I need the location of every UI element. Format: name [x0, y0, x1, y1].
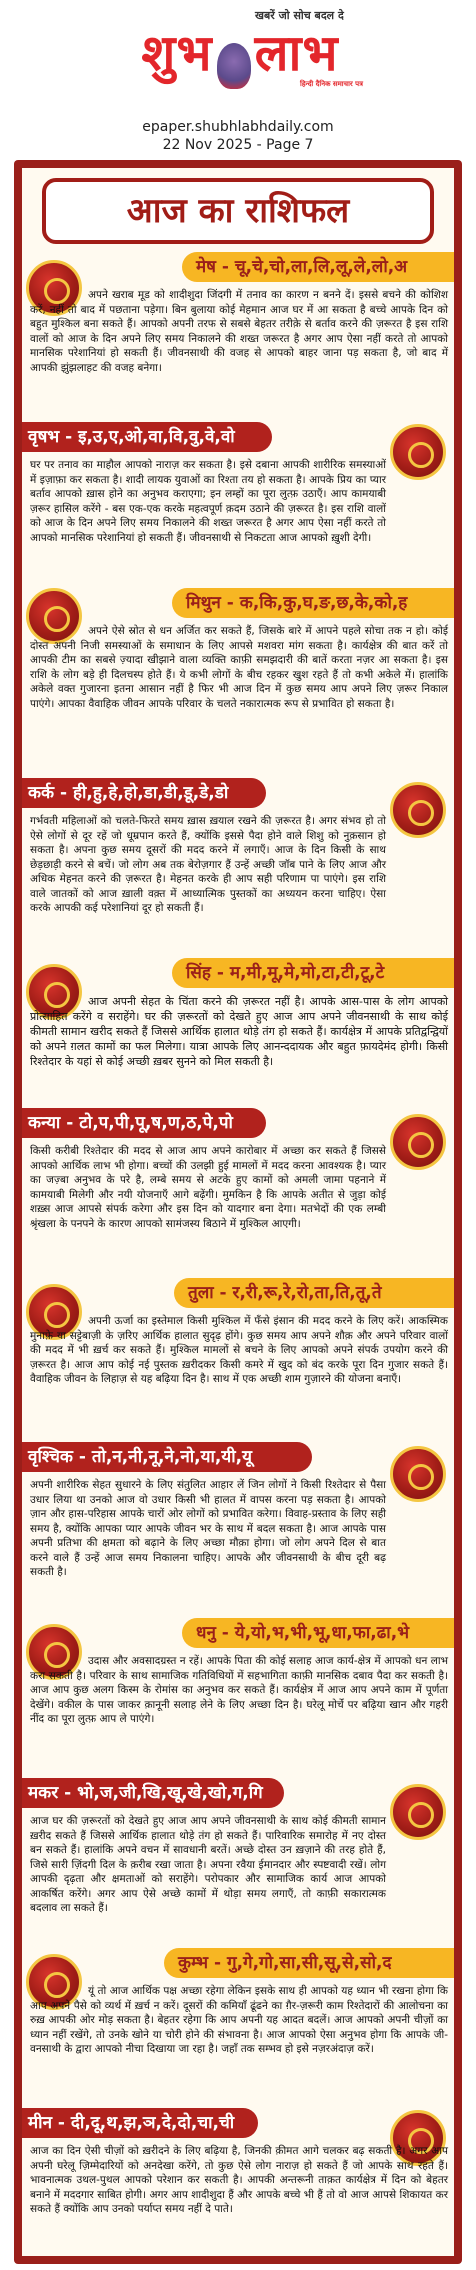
horoscope-page [14, 160, 462, 2264]
sign-name: कर्क - ही,हु,हे,हो,डा,डी,डू,डे,डो [28, 783, 229, 803]
logo-right-text: लाभ [254, 23, 339, 82]
tagline: खबरें जो सोच बदल दे [255, 9, 344, 22]
cancer-icon [390, 782, 446, 838]
taurus-icon [390, 424, 446, 480]
page-title: आज का राशिफल [126, 191, 350, 231]
sign-name: मिथुन - क,कि,कु,घ,ङ,छ,के,को,ह [186, 593, 408, 613]
sign-header-tula [174, 1278, 454, 1308]
sign-header-kark [22, 778, 266, 808]
sign-text-meen: आज का दिन ऐसी चीज़ों को ख़रीदने के लिए बढ़िया है, जिनकी क़ीमत आगे चलकर बढ़ सकती है। अगर आप अपनी घरेलू ज़िम्मेदारियों को अनदेखा करेंगे, तो कुछ ऐसे लोग नाराज़ हो सकते हैं जो आपके साथ रहते हैं। भावनात्मक उथल-पुथल आपको परेशान कर सकती है। आपकी अन्तरूनी ताक़त कार्यक्षेत्र में दिन को बेहतर बनाने में मददगार साबित होगी। अगर आप शादीशुदा हैं और आपके बच्चे भी हैं तो वो आज आपसे शिकायत कर सकते हैं क्योंकि आप उनको पर्याप्त समय नहीं दे पाते। [30, 2145, 448, 2215]
sign-name: मकर - भो,ज,जी,खि,खू,खे,खो,ग,गि [28, 1783, 263, 1803]
sign-text-kumbh: यूं तो आज आर्थिक पक्ष अच्छा रहेगा लेकिन इसके साथ ही आपको यह ध्यान भी रखना होगा कि आप अपने पैसे को व्यर्थ में ख़र्च न करें। दूसरों की कमियाँ ढूंढने का ग़ैर-ज़रूरी काम रिश्तेदारों की आलोचना का रुख़ आपकी ओर मोड़ सकता है। बेहतर रहेगा कि आप अपनी यह आदत बदलें। आज आपको अपनी चीज़ों का ध्यान नहीं रखेंगे, तो उनके खोने या चोरी होने की संभावना है। आज आपको ऐसा अनुभव होगा कि आपके जी-वनसाथी के द्वारा आपको नीचा दिखाया जा रहा है। जहाँ तक सम्भव हो इसे नज़रअंदाज़ करें। [30, 1985, 448, 2055]
sign-block-mithun [22, 588, 454, 778]
logo-subtitle: हिन्दी दैनिक समाचार पत्र [300, 80, 364, 88]
sign-block-vrishchik [22, 1442, 454, 1618]
sign-block-kark [22, 778, 454, 958]
sign-name: तुला - र,री,रू,रे,रो,ता,ति,तू,ते [188, 1283, 382, 1303]
sign-text-singh: आज अपनी सेहत के चिंता करने की ज़रूरत नहीं है। आपके आस-पास के लोग आपको प्रोत्साहित करेंगे व सराहेंगे। घर की ज़रूरतों को देखते हुए आज आप अपने जीवनसाथी के साथ कोई कीमती सामान खरीद सकते हैं जिससे आर्थिक हालात थोड़े तंग हो सकते हैं। कार्यक्षेत्र में आपके प्रतिद्वन्द्वियों को अपने ग़लत कामों का फल मिलेगा। यात्रा आपके लिए आनन्ददायक और बहुत फ़ायदेमंद होगी। किसी रिश्तेदार के यहां से कोई अच्छी ख़बर सुनने को मिल सकती है। [30, 995, 448, 1068]
sign-text-makar: आज घर की ज़रूरतों को देखते हुए आज आप अपने जीवनसाथी के साथ कोई कीमती सामान ख़रीद सकते हैं जिससे आर्थिक हालात थोड़े तंग हो सकते हैं। पारिवारिक समारोह में नए दोस्त बन सकते हैं। हालांकि अपने वचन में सावधानी बरतें। अच्छे दोस्त उन ख़ज़ाने की तरह होते हैं, जिसे सारी ज़िंदगी दिल के क़रीब रखा जाता है। अपना रवैया ईमानदार और स्पष्टवादी रखें। लोग आपकी दृढ़ता और क्षमताओं को सराहेंगे। परोपकार और सामाजिक कार्य आज आपको आकर्षित करेंगे। अगर आप ऐसे अच्छे कामों में थोड़ा समय लगाएँ, तो काफ़ी सकारात्मक बदलाव ला सकते हैं। [30, 1815, 386, 1914]
virgo-icon [390, 1114, 446, 1170]
sign-header-mesh [182, 252, 454, 282]
sign-header-vrishabh [22, 422, 272, 452]
sign-name: वृषभ - इ,उ,ए,ओ,वा,वि,वु,वे,वो [28, 427, 235, 447]
sign-text-vrishabh: घर पर तनाव का माहौल आपको नाराज़ कर सकता है। इसे दबाना आपकी शारीरिक समस्याओं में इज़ाफ़ा कर सकता है। शादी लायक युवाओं का रिश्ता तय हो सकता है। आपके प्रिय का प्यार बर्ताव आपको ख़ास होने का अनुभव कराएगा; इन लम्हों का पूरा लुत्फ़ उठाएँ। आप कामयाबी ज़रूर हासिल करेंगे - बस एक-एक करके महत्वपूर्ण क़दम उठाने की ज़रूरत है। इस राशि वालों को आज के दिन अपने लिए समय निकालने की शख्त जरूरत है अगर आप ऐसा नहीं करते तो आपको मानसिक परेशानियां हो सकती हैं। जीवनसाथी से निकटता आज आपको ख़ुशी देगी। [30, 459, 386, 544]
sign-header-kumbh [164, 1948, 454, 1978]
sign-header-singh [172, 958, 454, 988]
sign-block-singh [22, 958, 454, 1108]
sign-block-tula [22, 1278, 454, 1442]
sign-name: कन्या - टो,प,पी,पू,ष,ण,ठ,पे,पो [28, 1113, 233, 1133]
scorpio-icon [390, 1446, 446, 1502]
sign-text-kanya: किसी करीबी रिश्तेदार की मदद से आज आप अपने कारोबार में अच्छा कर सकते हैं जिससे आपको आर्थिक लाभ भी होगा। बच्चों की उलझी हुई मामलों में मदद करना आवश्यक है। प्यार का जज़्बा अनुभव के परे है, लम्बे समय से अटके हुए कामों को अमली जामा पहनाने में कामयाबी मिलेगी और नयी योजनाएँ आगे बढ़ेंगी। मुमकिन है कि आपके अतीत से जुड़ा कोई शख़्स आज आपसे संपर्क करेगा और इस दिन को यादगार बना देगा। मतभेदों की एक लम्बी श्रृंखला के पनपने के कारण आपको सामंजस्य बिठाने में मुश्किल आएगी। [30, 1145, 386, 1230]
sign-name: धनु - ये,यो,भ,भी,भू,धा,फा,ढा,भे [196, 1623, 410, 1643]
sign-text-mesh: अपने खराब मूड को शादीशुदा जिंदगी में तनाव का कारण न बनने दें। इससे बचने की कोशिश करें, नहीं तो बाद में पछताना पड़ेगा। बिन बुलाया कोई मेहमान आज घर में आ सकता है बच्चे आपके दिन को बहुत मुश्किल बना सकते हैं। आपको अपनी तरफ से सबसे बेहतर तरीक़े से बर्ताव करने की ज़रूरत है इस राशि वालों को आज के दिन अपने लिए समय निकालने की शख्त जरूरत है अगर आप ऐसा नहीं करते तो आपको मानसिक परेशानियां हो सकती हैं। जीवनसाथी की वजह से आपको बाहर जाना पड़ सकता है, जो बाद में आपकी झुंझलाहट की वजह बनेगा। [30, 289, 448, 374]
capricorn-icon [390, 1784, 446, 1840]
sign-text-vrishchik: अपनी शारीरिक सेहत सुधारने के लिए संतुलित आहार लें जिन लोगों ने किसी रिश्तेदार से पैसा उधार लिया था उनको आज वो उधार किसी भी हालत में वापस करना पड़ सकता है। आपको ज़ान और हास-परिहास आपके चारों ओर लोगों को प्रभावित करेगा। विवाह-प्रस्ताव के लिए सही समय है, क्योंकि आपका प्यार आपके जीवन भर के साथ में बदल सकता है। आज आपके पास अपनी प्रतिभा की क्षमता को बढ़ाने के लिए अच्छा मौक़ा होगा। जो लोग अपने दिल से बात करने वाले हैं उन्हें आज समय निकालना चाहिए। आपके और जीवनसाथी के बीच दूरी बढ़ सकती है। [30, 1479, 386, 1578]
sign-header-dhanu [182, 1618, 454, 1648]
sign-header-mithun [172, 588, 454, 618]
sign-block-kumbh [22, 1948, 454, 2108]
page-date: 22 Nov 2025 - Page 7 [162, 137, 314, 153]
sign-name: सिंह - म,मी,मू,मे,मो,टा,टी,टू,टे [186, 963, 385, 983]
epaper-url[interactable]: epaper.shubhlabhdaily.com [142, 119, 334, 135]
sign-block-mesh [22, 252, 454, 422]
sign-text-mithun: अपने ऐसे स्रोत से धन अर्जित कर सकते हैं, जिसके बारे में आपने पहले सोचा तक न हो। कोई दोस्त अपनी निजी समस्याओं के समाधान के लिए आपसे मशवरा मांग सकता है। कार्यक्षेत्र की बात करें तो आपकी टीम का सबसे ज़्यादा खीझाने वाला व्यक्ति काफ़ी समझदारी की बातें करता नज़र आ सकता है। इस राशि के लोग बड़े ही दिलचस्प होते हैं। ये कभी लोगों के बीच रहकर खुश रहते हैं तो कभी अकेले में। हालांकि अकेले वक्त गुजारना इतना आसान नहीं है फिर भी आज दिन में कुछ समय आप अपने लिए ज़रूर निकाल पाएंगे। आपका वैवाहिक जीवन आपके परिवार के चलते नकारात्मक रूप से प्रभावित हो सकता है। [30, 625, 448, 710]
sign-name: मीन - दी,दू,थ,झ,ञ,दे,दो,चा,ची [28, 2113, 235, 2133]
sign-block-makar [22, 1778, 454, 1948]
horoscope-panel [22, 168, 454, 2256]
sign-block-kanya [22, 1108, 454, 1278]
logo-left-text: शुभ [141, 23, 213, 82]
sign-text-dhanu: उदास और अवसादग्रस्त न रहें। आपके पिता की कोई सलाह आज कार्य-क्षेत्र में आपको धन लाभ करा सकती है। परिवार के साथ सामाजिक गतिविधियों में सहभागिता काफ़ी मानसिक दबाव पैदा कर सकती है। आज आप कुछ अलग किस्म के रोमांस का अनुभव कर सकते हैं। कार्यक्षेत्र में आज आप अपने काम में पूर्णता देखेंगे। वकील के पास जाकर क़ानूनी सलाह लेने के लिए अच्छा दिन है। घरेलू मोर्चे पर बढ़िया खान और गहरी नींद का पूरा लुत्फ़ आप ले पाएंगे। [30, 1655, 448, 1725]
sign-name: मेष - चू,चे,चो,ला,लि,लू,ले,लो,अ [196, 257, 408, 277]
sign-block-dhanu [22, 1618, 454, 1778]
sign-text-kark: गर्भवती महिलाओं को चलते-फिरते समय ख़ास ख़याल रखने की ज़रूरत है। अगर संभव हो तो ऐसे लोगों से दूर रहें जो धूम्रपान करते हैं, क्योंकि इससे पैदा होने वाले शिशु को नुक़सान हो सकता है। अपना कुछ समय दूसरों की मदद करने में लगाएँ। आज के दिन किसी के साथ छेड़छाड़ी करने से बचें। जो लोग अब तक बेरोज़गार हैं उन्हें अच्छी जॉब पाने के लिए आज और अधिक मेहनत करने की ज़रूरत है। मेहनत करके ही आप सही परिणाम पा पाएंगे। इस राशि वाले जातकों को आज ख़ाली वक़्त में आध्यात्मिक पुस्तकों का अध्ययन करना चाहिए। ऐसा करके आपकी कई परेशानियां दूर हो सकती हैं। [30, 815, 386, 914]
sign-name: कुम्भ - गु,गे,गो,सा,सी,सू,से,सो,द [178, 1953, 392, 1973]
logo[interactable] [95, 18, 385, 88]
edition-info [0, 118, 476, 154]
masthead [0, 0, 476, 153]
sign-header-kanya [22, 1108, 266, 1138]
sign-header-makar [22, 1778, 284, 1808]
ganesh-icon [217, 43, 251, 89]
sign-name: वृश्चिक - तो,न,नी,नू,ने,नो,या,यी,यू [28, 1447, 252, 1467]
page-banner [42, 178, 434, 244]
sign-header-vrishchik [22, 1442, 312, 1472]
sign-block-meen [22, 2108, 454, 2256]
sign-text-tula: अपनी ऊर्जा का इस्तेमाल किसी मुश्किल में फँसे इंसान की मदद करने के लिए करें। आकस्मिक मुनाफ़े या सट्टेबाज़ी के ज़रिए आर्थिक हालात सुदृढ़ होंगे। कुछ समय आप अपने शौक़ और अपने परिवार वालों की मदद में भी ख़र्च कर सकते हैं। मुश्किल मामलों से बचने के लिए आपको अपने संपर्क उपयोग करने की ज़रूरत है। आज आप कोई नई पुस्तक ख़रीदकर किसी कमरे में खुद को बंद करके पूरा दिन गुजार सकते हैं। वैवाहिक जीवन के लिहाज़ से यह बढ़िया दिन है। साथ में एक अच्छी शाम गुज़ारने की योजना बनाएँ। [30, 1315, 448, 1385]
sign-block-vrishabh [22, 422, 454, 588]
sign-header-meen [22, 2108, 258, 2138]
